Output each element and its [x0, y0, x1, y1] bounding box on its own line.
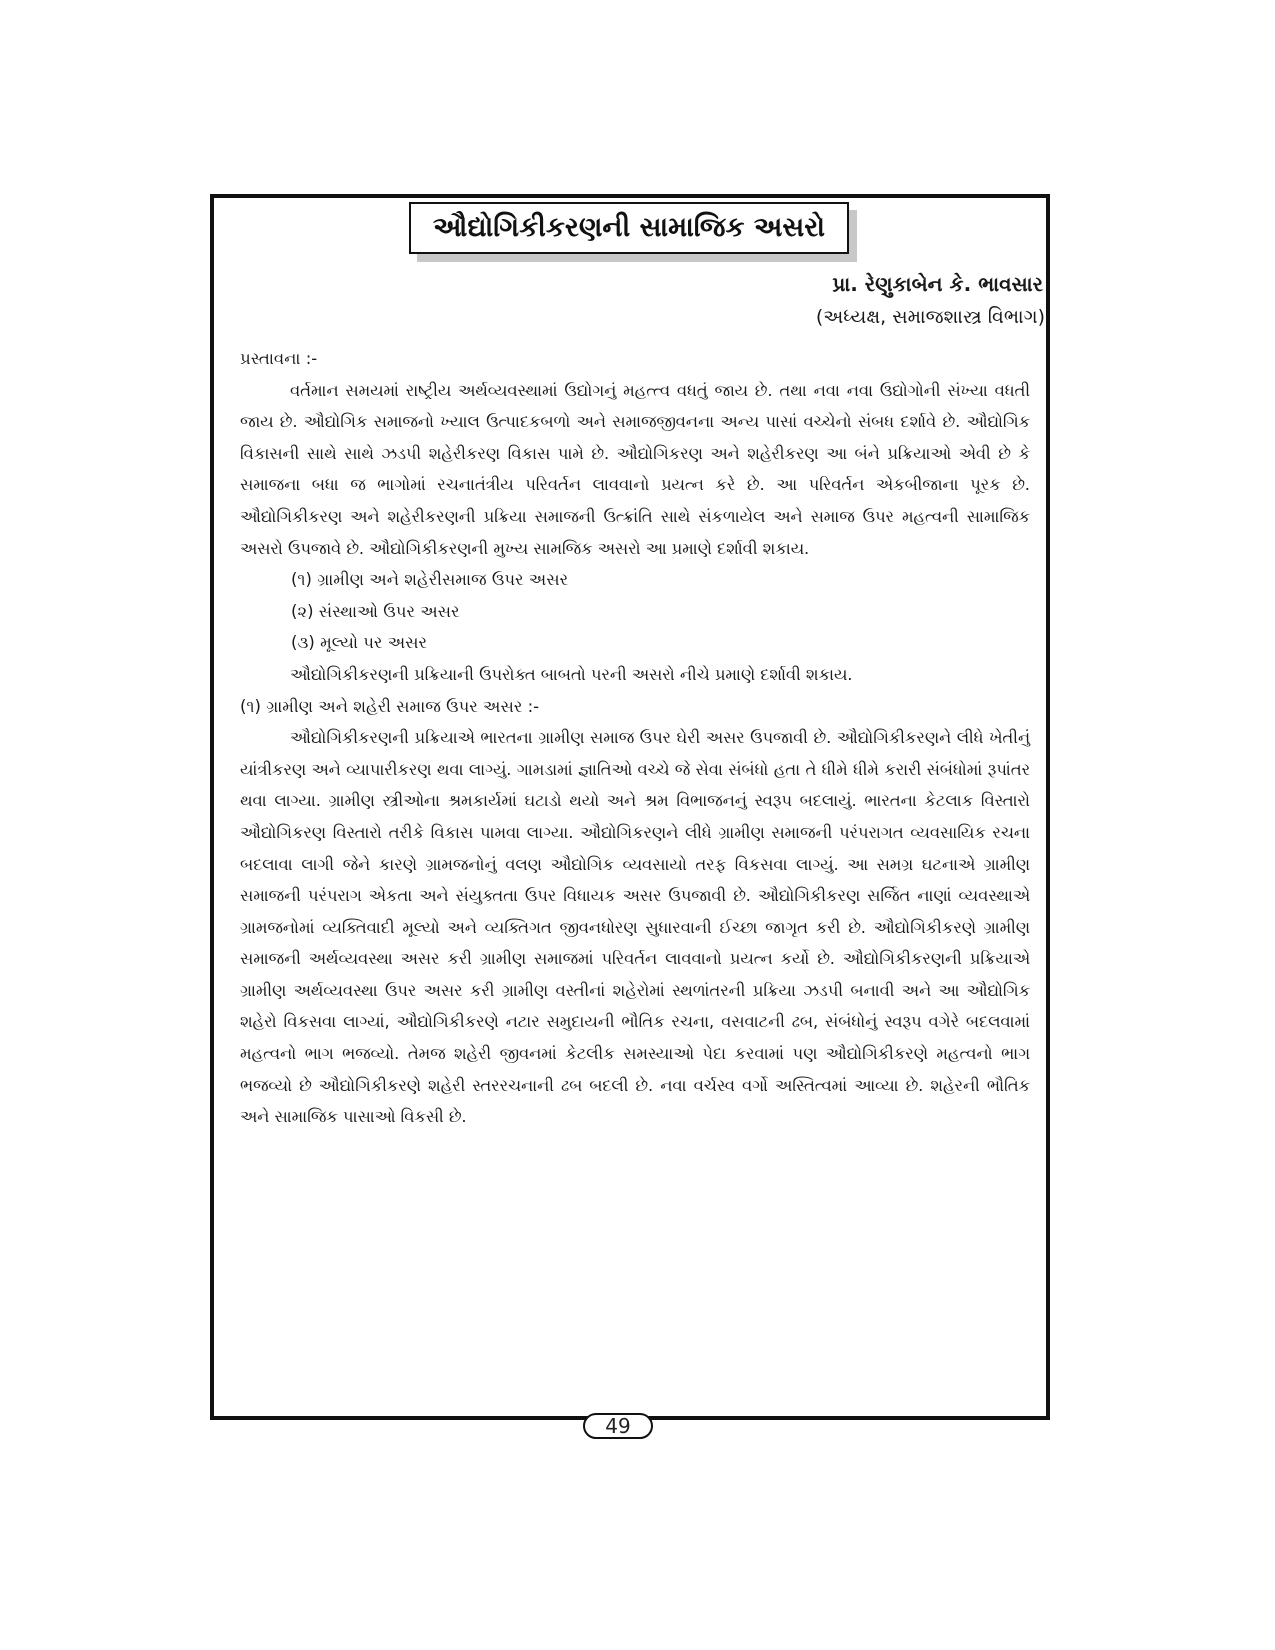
list-item: (૩) મૂલ્યો પર અસર	[291, 633, 428, 653]
list-item: (૧) ગ્રામીણ અને શહેરીસમાજ ઉપર અસર	[291, 570, 569, 590]
section1-paragraph: ઔદ્યોગિકીકરણની પ્રક્રિયાએ ભારતના ગ્રામીણ સમાજ ઉપર ઘેરી અસર ઉપજાવી છે. ઔદ્યોગિકીકરણને લીધે ખેતીનું યાંત્રીકરણ અને વ્યાપારીકરણ થવા લાગ્યું. ગામડામાં જ્ઞાતિઓ વચ્ચે જે સેવા સંબંધો હતા તે ધીમે ધીમે કરારી સંબંધોમાં રૂપાંતર થવા લાગ્યા. ગ્રામીણ સ્ત્રીઓના શ્રમકાર્યમાં ઘટાડો થયો અને શ્રમ વિભાજનનું સ્વરૂપ બદલાયું. ભારતના કેટલાક વિસ્તારો ઔદ્યોગિકરણ વિસ્તારો તરીકે વિકાસ પામવા લાગ્યા. ઔદ્યોગિકરણને લીધે ગ્રામીણ સમાજની પરંપરાગત વ્યવસાયિક રચના બદલાવા લાગી જેને કારણે ગ્રામજનોનું વલણ ઔદ્યોગિક વ્યવસાયો તરફ વિકસવા લાગ્યું. આ સમગ્ર ઘટનાએ ગ્રામીણ સમાજની પરંપરાગ એકતા અને સંયુક્તતા ઉપર વિધાયક અસર ઉપજાવી છે. ઔદ્યોગિકીકરણ સર્જિત નાણાં વ્યવસ્થાએ ગ્રામજનોમાં વ્યક્તિવાદી મૂલ્યો અને વ્યક્તિગત જીવનધોરણ સુધારવાની ઈચ્છા જાગૃત કરી છે. ઔદ્યોગિકીકરણે ગ્રામીણ સમાજની અર્થવ્યવસ્થા અસર કરી ગ્રામીણ સમાજમાં પરિવર્તન લાવવાનો પ્રયત્ન કર્યો છે. ઔદ્યોગિકીકરણની પ્રક્રિયાએ ગ્રામીણ અર્થવ્યવસ્થા ઉપર અસર કરી ગ્રામીણ વસ્તીનાં શહેરોમાં સ્થળાંતરની પ્રક્રિયા ઝડપી બનાવી અને આ ઔદ્યોગિક શહેરો વિકસવા લાગ્યાં, ઔદ્યોગિકીકરણે નટાર સમુદાયની ભૌતિક રચના, વસવાટની ઢબ, સંબંધોનું સ્વરૂપ વગેરે બદલવામાં મહત્વનો ભાગ ભજવ્યો. તેમજ શહેરી જીવનમાં કેટલીક સમસ્યાઓ પેદા કરવામાં પણ ઔદ્યોગિકીકરણે મહત્વનો ભાગ ભજવ્યો છે ઔદ્યોગિકીકરણે શહેરી સ્તરરચનાની ઢબ બદલી છે. નવા વર્ચસ્વ વર્ગો અસ્તિત્વમાં આવ્યા છે. શહેરની ભૌતિક અને સામાજિક પાસાઓ વિકસી છે.	[240, 728, 1030, 1127]
list-item: (૨) સંસ્થાઓ ઉપર અસર	[291, 601, 460, 621]
list-conclusion: ઔદ્યોગિકીકરણની પ્રક્રિયાની ઉપરોક્ત બાબતો પરની અસરો નીચે પ્રમાણે દર્શાવી શકાય.	[290, 664, 853, 684]
section1-heading: (૧) ગ્રામીણ અને શહેરી સમાજ ઉપર અસર :-	[240, 696, 540, 716]
author-department: (અધ્યક્ષ, સમાજશાસ્ત્ર વિભાગ)	[815, 306, 1045, 328]
page-number: 49	[583, 1413, 653, 1439]
author-name: પ્રા. રેણુકાબેન કે. ભાવસાર	[832, 272, 1043, 296]
article-title: ઔદ્યોગિકીકરણની સામાજિક અસરો	[409, 202, 849, 254]
intro-paragraph: વર્તમાન સમયમાં રાષ્ટ્રીય અર્થવ્યવસ્થામાં ઉદ્યોગનું મહત્ત્વ વધતું જાય છે. તથા નવા નવા ઉદ્યોગોની સંખ્યા વધતી જાય છે. ઔદ્યોગિક સમાજનો ખ્યાલ ઉત્પાદકબળો અને સમાજજીવનના અન્ય પાસાં વચ્ચેનો સંબધ દર્શાવે છે. ઔદ્યોગિક વિકાસની સાથે સાથે ઝડપી શહેરીકરણ વિકાસ પામે છે. ઔદ્યોગિકરણ અને શહેરીકરણ આ બંને પ્રક્રિયાઓ એવી છે કે સમાજના બધા જ ભાગોમાં રચનાતંત્રીય પરિવર્તન લાવવાનો પ્રયત્ન કરે છે. આ પરિવર્તન એકબીજાના પૂરક છે. ઔદ્યોગિકીકરણ અને શહેરીકરણની પ્રક્રિયા સમાજની ઉત્ક્રાંતિ સાથે સંકળાયેલ અને સમાજ ઉપર મહત્વની સામાજિક અસરો ઉપજાવે છે. ઔદ્યોગિકીકરણની મુખ્ય સામજિક અસરો આ પ્રમાણે દર્શાવી શકાય.	[240, 380, 1030, 558]
intro-heading: પ્રસ્તાવના :-	[240, 349, 318, 368]
article-body	[240, 343, 1030, 1133]
